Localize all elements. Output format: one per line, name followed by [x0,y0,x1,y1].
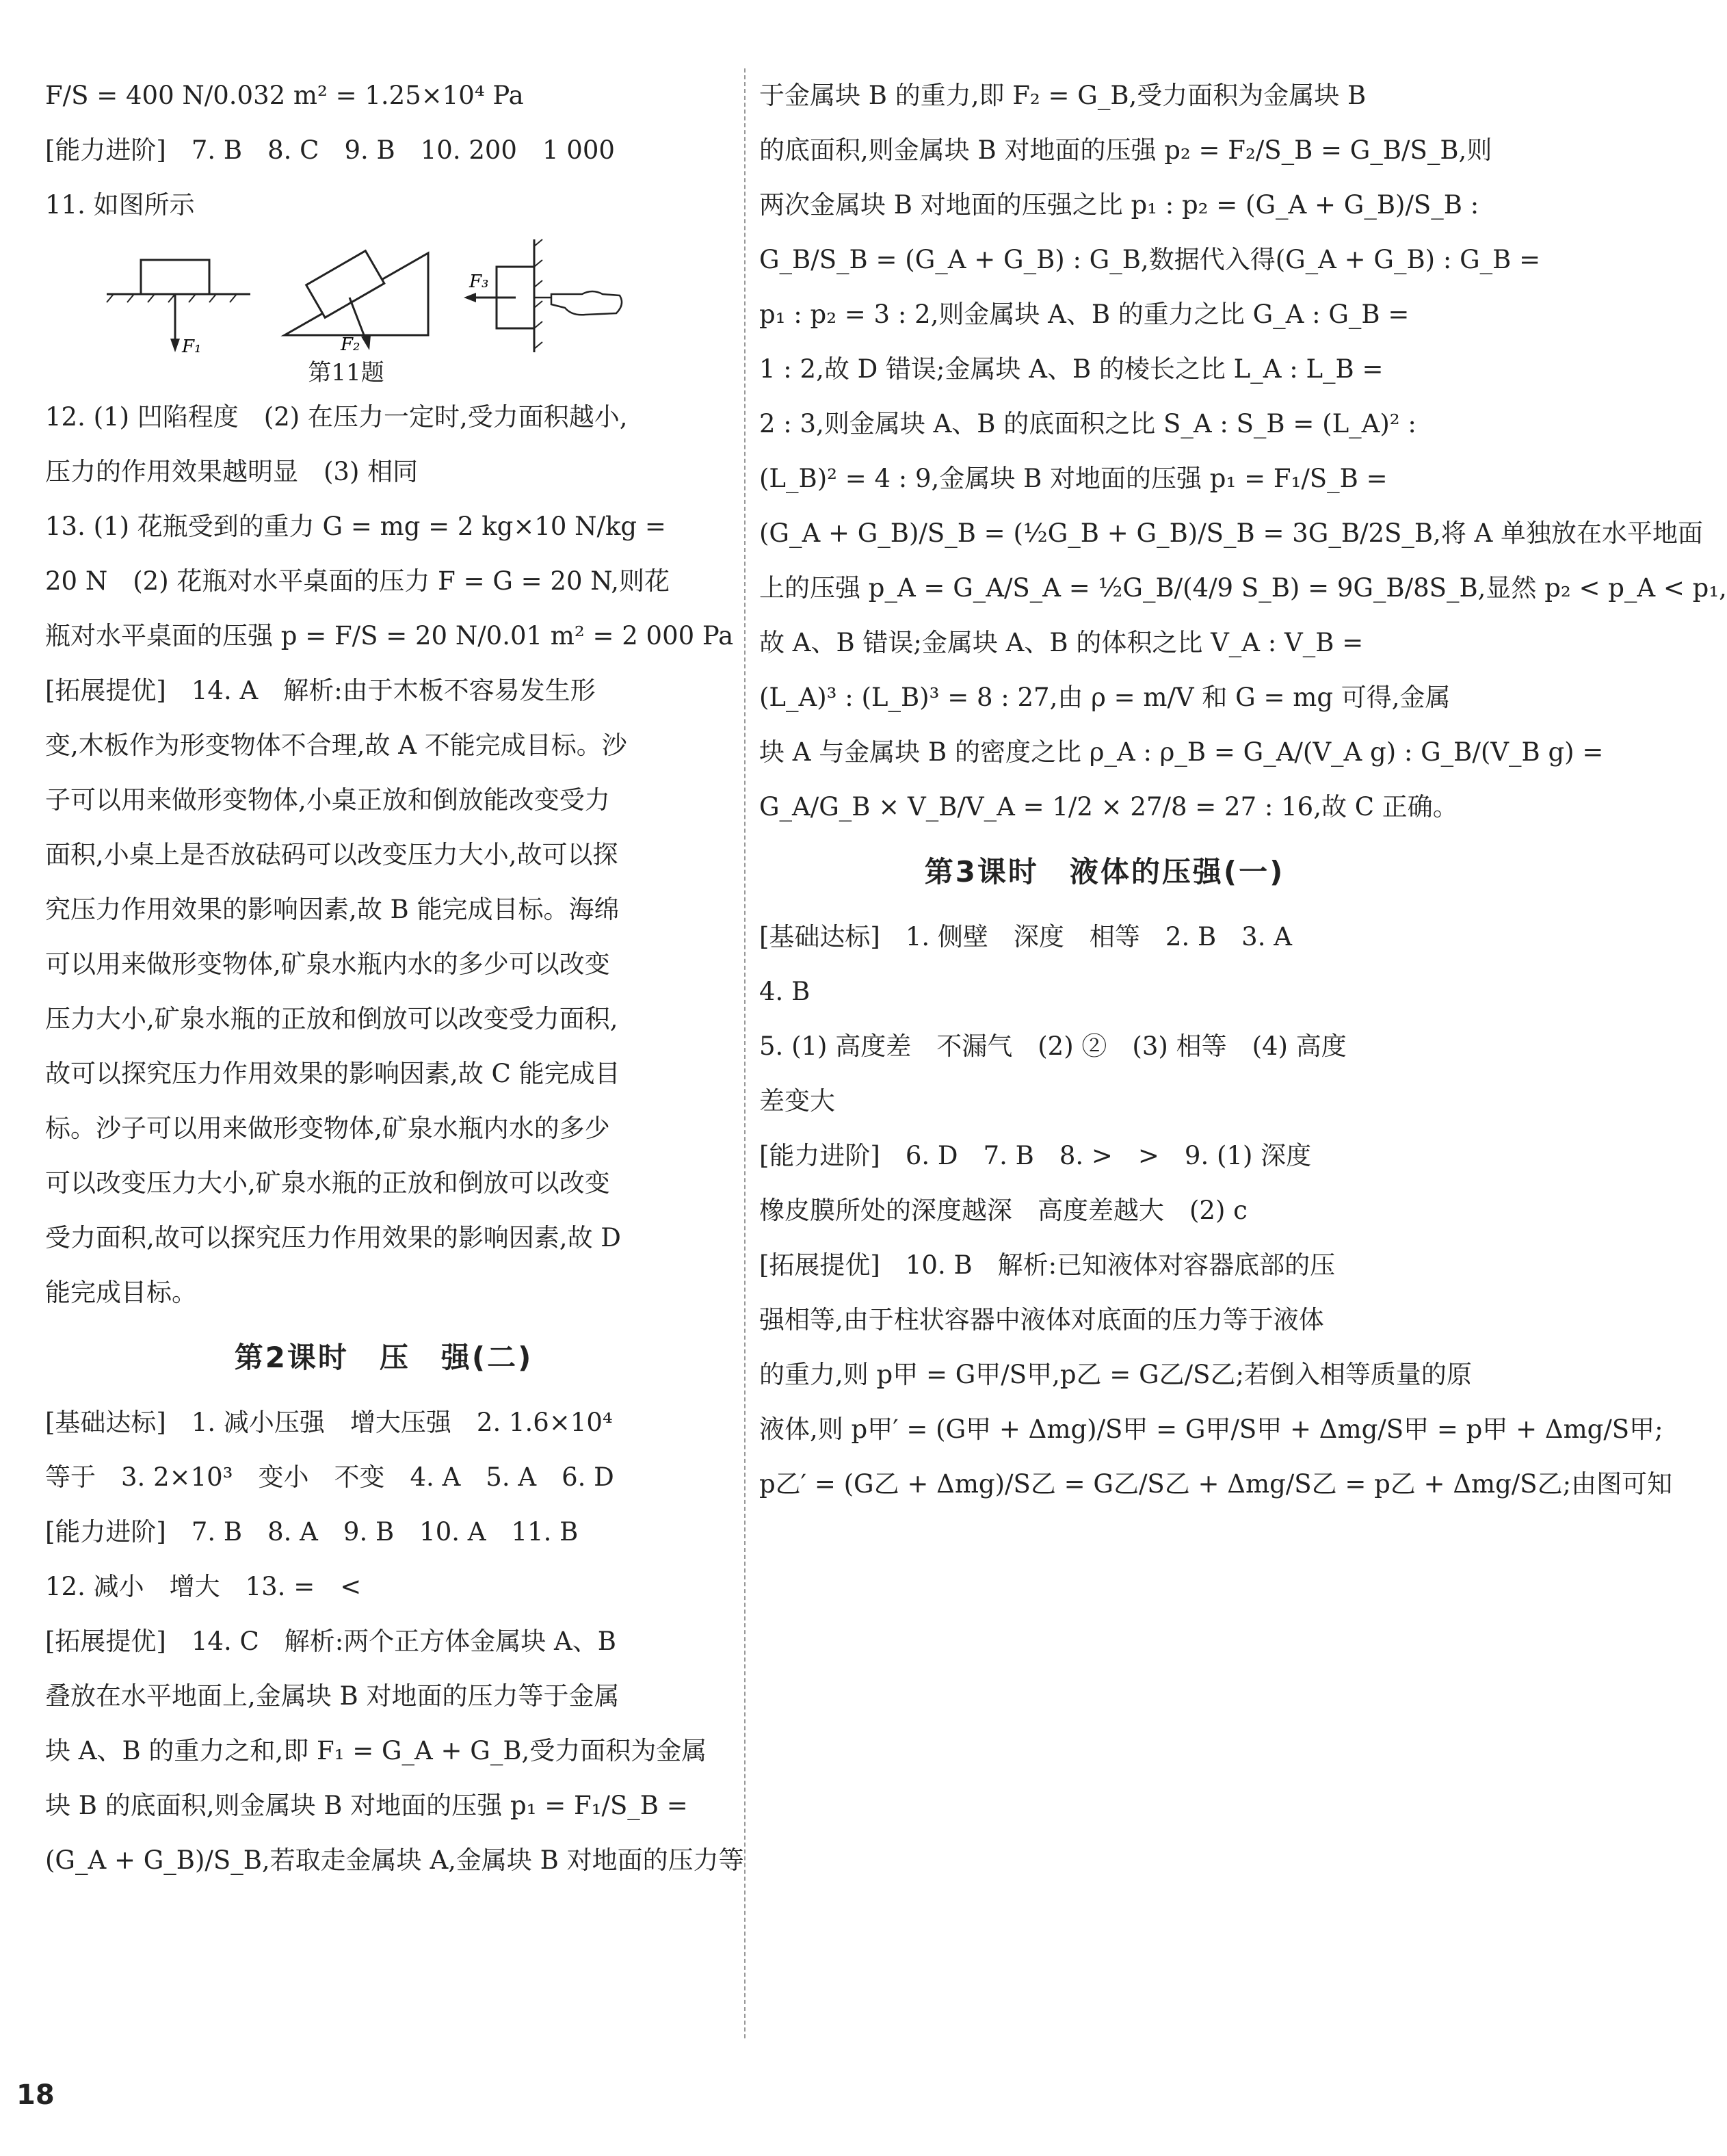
text-line: (L_A)³ : (L_B)³ = 8 : 27,由 ρ = m/V 和 G = mg 可得,金属 [759,683,1451,712]
text-line: (G_A + G_B)/S_B,若取走金属块 A,金属块 B 对地面的压力等 [45,1845,744,1875]
text-line: 子可以用来做形变物体,小桌正放和倒放能改变受力 [45,785,610,815]
block-on-incline-diagram [278,239,435,356]
figure-11 [107,239,722,356]
text-line: 故 A、B 错误;金属块 A、B 的体积之比 V_A : V_B = [759,628,1364,657]
left-column [45,68,744,1888]
text-line: p乙′ = (G乙 + Δmg)/S乙 = G乙/S乙 + Δmg/S乙 = p乙 + Δmg/S乙;由图可知 [759,1469,1673,1499]
text-line: [能力进阶] 7. B 8. A 9. B 10. A 11. B [45,1517,579,1547]
page-number: 18 [16,2079,55,2111]
text-line: 于金属块 B 的重力,即 F₂ = G_B,受力面积为金属块 B [759,81,1367,110]
text-line: [基础达标] 1. 侧壁 深度 相等 2. B 3. A [759,922,1292,951]
text-line: 两次金属块 B 对地面的压强之比 p₁ : p₂ = (G_A + G_B)/S_B : [759,190,1479,220]
text-line: 瓶对水平桌面的压强 p = F/S = 20 N/0.01 m² = 2 000 Pa [45,621,734,650]
text-line: [能力进阶] 6. D 7. B 8. > > 9. (1) 深度 [759,1141,1312,1170]
f2-label: F₂ [341,334,360,355]
text-line: [能力进阶] 7. B 8. C 9. B 10. 200 1 000 [45,135,615,165]
text-line: 11. 如图所示 [45,190,195,220]
text-line: 的重力,则 p甲 = G甲/S甲,p乙 = G乙/S乙;若倒入相等质量的原 [759,1360,1472,1389]
text-line: 叠放在水平地面上,金属块 B 对地面的压力等于金属 [45,1681,620,1711]
figure-caption: 第11题 [308,359,384,386]
text-line: 块 B 的底面积,则金属块 B 对地面的压强 p₁ = F₁/S_B = [45,1791,688,1820]
text-line: 上的压强 p_A = G_A/S_A = ½G_B/(4/9 S_B) = 9G_B/8S_B,显然 p₂ < p_A < p₁, [759,573,1727,603]
text-line: F/S = 400 N/0.032 m² = 1.25×10⁴ Pa [45,81,524,110]
text-line: 标。沙子可以用来做形变物体,矿泉水瓶内水的多少 [45,1114,610,1143]
text-line: 20 N (2) 花瓶对水平桌面的压力 F = G = 20 N,则花 [45,566,670,596]
block-on-floor-diagram [107,253,250,356]
text-line: 究压力作用效果的影响因素,故 B 能完成目标。海绵 [45,895,620,924]
text-line: [基础达标] 1. 减小压强 增大压强 2. 1.6×10⁴ [45,1408,613,1437]
column-divider [744,68,746,2038]
text-line: 变,木板作为形变物体不合理,故 A 不能完成目标。沙 [45,731,627,760]
text-line: 受力面积,故可以探究压力作用效果的影响因素,故 D [45,1223,621,1252]
text-line: G_B/S_B = (G_A + G_B) : G_B,数据代入得(G_A + G_B) : G_B = [759,245,1541,274]
text-line: 12. (1) 凹陷程度 (2) 在压力一定时,受力面积越小, [45,402,628,432]
text-line: p₁ : p₂ = 3 : 2,则金属块 A、B 的重力之比 G_A : G_B = [759,300,1410,329]
text-line: [拓展提优] 10. B 解析:已知液体对容器底部的压 [759,1250,1336,1280]
text-line: 橡皮膜所处的深度越深 高度差越大 (2) c [759,1196,1248,1225]
section-heading: 第3课时 液体的压强(一) [924,855,1285,889]
text-line: [拓展提优] 14. C 解析:两个正方体金属块 A、B [45,1627,616,1656]
text-line: 可以用来做形变物体,矿泉水瓶内水的多少可以改变 [45,949,610,979]
block-on-wall-diagram [462,239,627,356]
f3-label: F₃ [469,272,489,292]
text-line: 块 A、B 的重力之和,即 F₁ = G_A + G_B,受力面积为金属 [45,1736,707,1765]
text-line: [拓展提优] 14. A 解析:由于木板不容易发生形 [45,676,596,705]
text-line: 压力的作用效果越明显 (3) 相同 [45,457,419,486]
text-line: 5. (1) 高度差 不漏气 (2) ② (3) 相等 (4) 高度 [759,1031,1347,1061]
right-column [759,68,1727,1512]
text-line: 差变大 [759,1086,835,1116]
text-line: 可以改变压力大小,矿泉水瓶的正放和倒放可以改变 [45,1168,610,1198]
text-line: 4. B [759,977,810,1006]
text-line: G_A/G_B × V_B/V_A = 1/2 × 27/8 = 27 : 16,故 C 正确。 [759,792,1458,821]
text-line: 能完成目标。 [45,1278,197,1307]
text-line: (L_B)² = 4 : 9,金属块 B 对地面的压强 p₁ = F₁/S_B = [759,464,1388,493]
text-line: 故可以探究压力作用效果的影响因素,故 C 能完成目 [45,1059,620,1088]
section-heading: 第2课时 压 强(二) [234,1341,533,1374]
text-line: 的底面积,则金属块 B 对地面的压强 p₂ = F₂/S_B = G_B/S_B,则 [759,135,1492,165]
text-line: 1 : 2,故 D 错误;金属块 A、B 的棱长之比 L_A : L_B = [759,354,1384,384]
text-line: 13. (1) 花瓶受到的重力 G = mg = 2 kg×10 N/kg = [45,512,666,541]
text-line: 12. 减小 增大 13. = < [45,1572,362,1601]
text-line: 块 A 与金属块 B 的密度之比 ρ_A : ρ_B = G_A/(V_A g) : G_B/(V_B g) = [759,737,1604,767]
text-line: 液体,则 p甲′ = (G甲 + Δmg)/S甲 = G甲/S甲 + Δmg/S甲 = p甲 + Δmg/S甲; [759,1415,1663,1444]
text-line: (G_A + G_B)/S_B = (½G_B + G_B)/S_B = 3G_B/2S_B,将 A 单独放在水平地面 [759,518,1704,548]
text-line: 2 : 3,则金属块 A、B 的底面积之比 S_A : S_B = (L_A)² : [759,409,1416,438]
f1-label: F₁ [182,337,202,357]
text-line: 等于 3. 2×10³ 变小 不变 4. A 5. A 6. D [45,1462,614,1492]
text-line: 压力大小,矿泉水瓶的正放和倒放可以改变受力面积, [45,1004,618,1034]
text-line: 强相等,由于柱状容器中液体对底面的压力等于液体 [759,1305,1324,1335]
text-line: 面积,小桌上是否放砝码可以改变压力大小,故可以探 [45,840,618,869]
